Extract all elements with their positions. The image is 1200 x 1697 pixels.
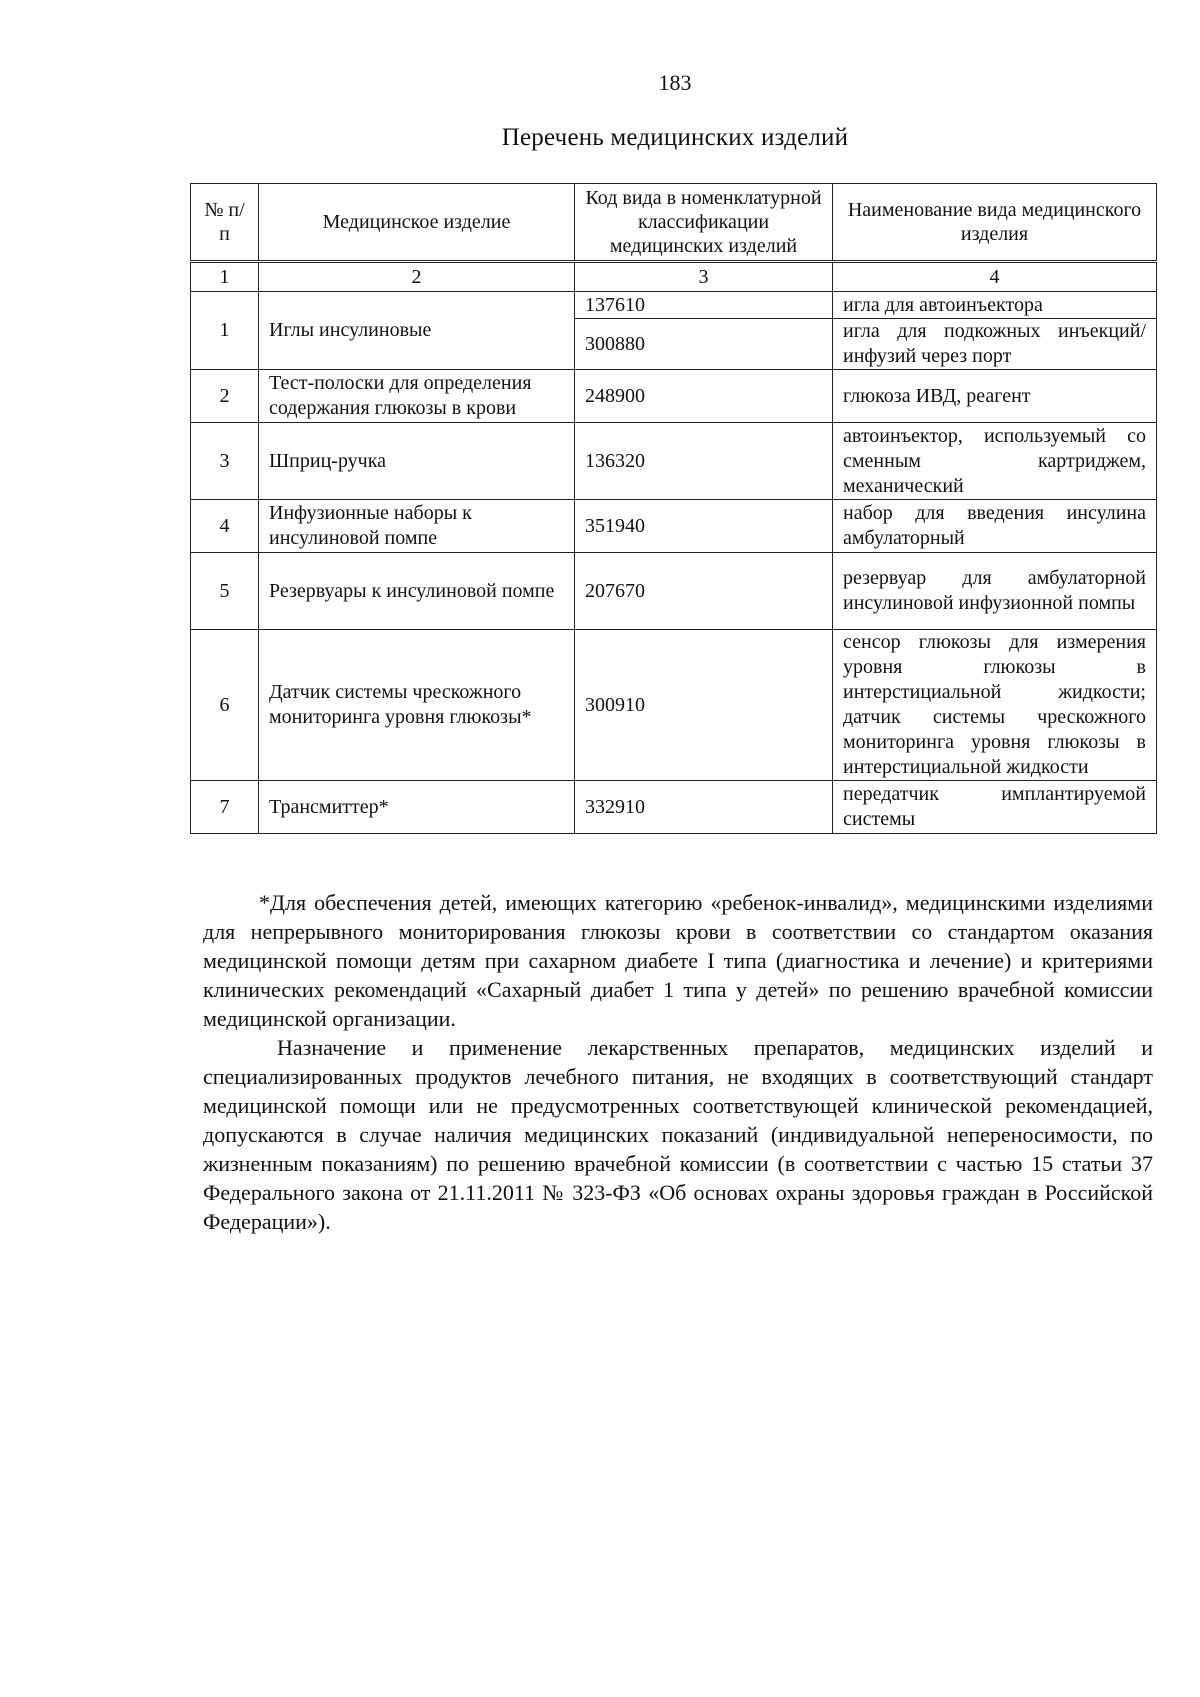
device-name: Датчик системы чрескожного мониторинга уровня глюкозы* [259,630,575,781]
device-kind: сенсор глюкозы для измерения уровня глюкозы в интерстициальной жидкости; датчик системы чрескожного мониторинга уровня глюкозы в интерстициальной жидкости [833,630,1157,781]
table-row [191,292,1157,319]
header-num: № п/п [191,184,259,262]
device-kind: передатчик имплантируемой системы [833,781,1157,834]
column-number-row [191,262,1157,292]
device-kind: автоинъектор, используемый со сменным картриджем, механический [833,423,1157,500]
device-code: 300910 [575,630,833,781]
table-header-row [191,184,1157,262]
row-number: 1 [191,292,259,370]
device-code: 136320 [575,423,833,500]
device-code: 248900 [575,370,833,423]
device-code: 137610 [575,292,833,319]
row-number: 2 [191,370,259,423]
device-name: Трансмиттер* [259,781,575,834]
table-row [191,553,1157,630]
row-number: 5 [191,553,259,630]
device-kind: глюкоза ИВД, реагент [833,370,1157,423]
column-number: 4 [833,262,1157,292]
device-code: 300880 [575,319,833,370]
paragraph: Назначение и применение лекарственных препаратов, медицинских изделий и специализированных продуктов лечебного питания, не входящих в соответствующий стандарт медицинской помощи или не предусмотренных соответствующей клинической рекомендацией, допускаются в случае наличия медицинских показаний (индивидуальной непереносимости, по жизненным показаниям) по решению врачебной комиссии (в соответствии с частью 15 статьи 37 Федерального закона от 21.11.2011 № 323-ФЗ «Об основах охраны здоровья граждан в Российской Федерации»). [203,1035,1153,1234]
header-device: Медицинское изделие [259,184,575,262]
row-number: 3 [191,423,259,500]
page-number: 183 [658,70,692,95]
device-name: Тест-полоски для определения содержания глюкозы в крови [259,370,575,423]
device-kind: игла для подкожных инъекций/инфузий через порт [833,319,1157,370]
table-row [191,630,1157,781]
page-title: Перечень медицинских изделий [501,124,849,151]
row-number: 7 [191,781,259,834]
table-row [191,423,1157,500]
device-code: 351940 [575,500,833,553]
column-number: 2 [259,262,575,292]
body-text [203,888,1153,1236]
device-code: 332910 [575,781,833,834]
device-code: 207670 [575,553,833,630]
table-row [191,781,1157,834]
device-kind: резервуар для амбулаторной инсулиновой инфузионной помпы [833,553,1157,630]
device-name: Шприц-ручка [259,423,575,500]
header-code: Код вида в номенклатурной классификации медицинских изделий [575,184,833,262]
medical-devices-table [190,183,1157,834]
table-row [191,370,1157,423]
column-number: 1 [191,262,259,292]
column-number: 3 [575,262,833,292]
device-name: Резервуары к инсулиновой помпе [259,553,575,630]
row-number: 4 [191,500,259,553]
header-kind: Наименование вида медицинского изделия [833,184,1157,262]
device-name: Инфузионные наборы к инсулиновой помпе [259,500,575,553]
device-name: Иглы инсулиновые [259,292,575,370]
device-kind: набор для введения инсулина амбулаторный [833,500,1157,553]
row-number: 6 [191,630,259,781]
device-kind: игла для автоинъектора [833,292,1157,319]
table-row [191,500,1157,553]
footnote: *Для обеспечения детей, имеющих категорию «ребенок-инвалид», медицинскими изделиями для непрерывного мониторирования глюкозы крови в соответствии со стандартом оказания медицинской помощи детям при сахарном диабете I типа (диагностика и лечение) и критериями клинических рекомендаций «Сахарный диабет 1 типа у детей» по решению врачебной комиссии медицинской организации. [203,890,1153,1031]
